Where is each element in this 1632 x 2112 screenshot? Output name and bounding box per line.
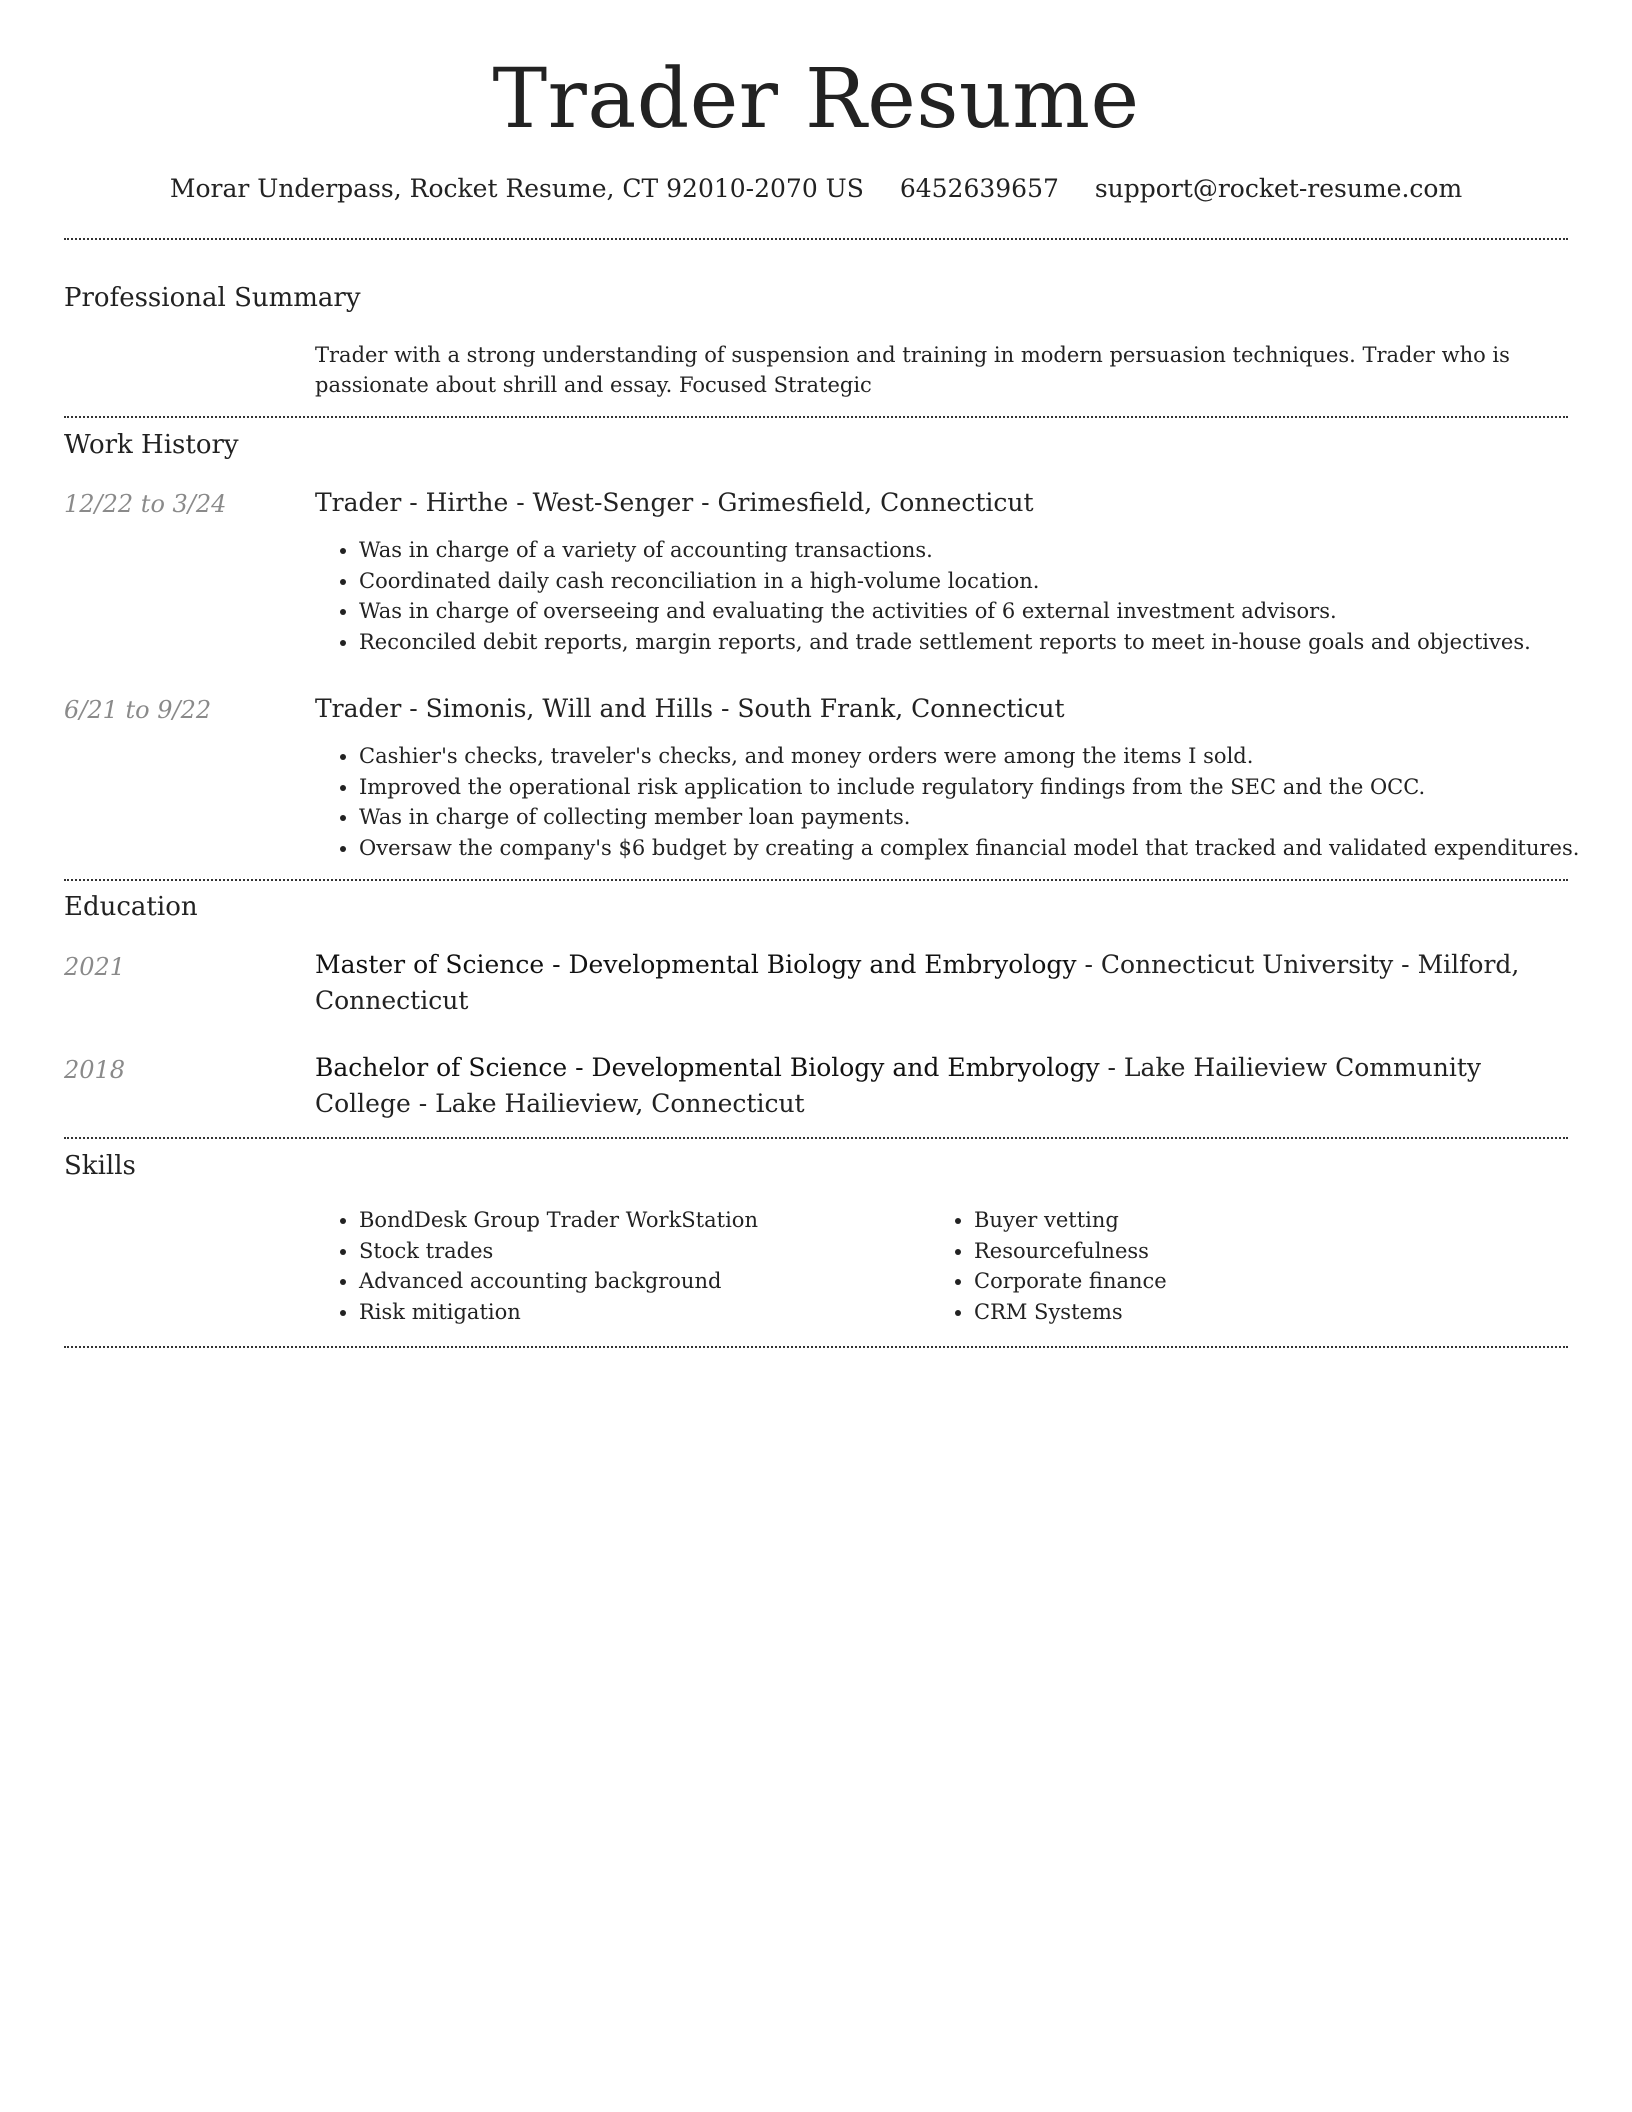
- skill-item: • Advanced accounting background: [359, 1266, 919, 1297]
- education-year: 2021: [64, 953, 126, 981]
- job-title: Trader - Hirthe - West-Senger - Grimesfield, Connecticut: [315, 488, 1034, 517]
- skill-item: • BondDesk Group Trader WorkStation: [359, 1205, 919, 1236]
- skill-item: • Risk mitigation: [359, 1297, 919, 1328]
- job-bullet-list: [315, 741, 1599, 863]
- education-year: 2018: [64, 1056, 126, 1084]
- divider: [64, 416, 1568, 418]
- education-school: - Lake Hailieview Community College - Lake Hailieview, Connecticut: [315, 1053, 1482, 1118]
- skill-item: • Corporate finance: [974, 1266, 1534, 1297]
- contact-address: Morar Underpass, Rocket Resume, CT 92010-2070 US: [169, 174, 864, 203]
- summary-heading: Professional Summary: [64, 283, 361, 313]
- divider: [64, 1137, 1568, 1139]
- skill-item: • CRM Systems: [974, 1297, 1534, 1328]
- divider: [64, 1346, 1568, 1348]
- job-bullet-list: [315, 535, 1599, 657]
- resume-title: Trader Resume: [492, 52, 1140, 147]
- job-bullet: • Reconciled debit reports, margin reports, and trade settlement reports to meet in-house goals and objectives.: [359, 627, 1599, 658]
- divider: [64, 238, 1568, 240]
- job-bullet: • Coordinated daily cash reconciliation in a high-volume location.: [359, 566, 1599, 597]
- skills-list-right: [930, 1205, 1534, 1327]
- skill-item: • Stock trades: [359, 1236, 919, 1267]
- work-history-heading: Work History: [64, 430, 239, 460]
- job-bullet: • Cashier's checks, traveler's checks, and money orders were among the items I sold.: [359, 741, 1599, 772]
- skill-item: • Buyer vetting: [974, 1205, 1534, 1236]
- education-school: - Connecticut University - Milford, Connecticut: [315, 950, 1520, 1015]
- job-bullet: • Was in charge of collecting member loan payments.: [359, 802, 1599, 833]
- contact-email: support@rocket-resume.com: [1094, 174, 1463, 203]
- skill-item: • Resourcefulness: [974, 1236, 1534, 1267]
- job-title: Trader - Simonis, Will and Hills - South Frank, Connecticut: [315, 694, 1065, 723]
- contact-line: [0, 172, 1632, 206]
- education-entry: [315, 947, 1555, 1019]
- job-bullet: • Oversaw the company's $6 budget by creating a complex financial model that tracked and validated expenditures.: [359, 833, 1599, 864]
- job-bullet: • Was in charge of overseeing and evaluating the activities of 6 external investment advisors.: [359, 596, 1599, 627]
- job-dates: 6/21 to 9/22: [64, 696, 212, 724]
- job-dates: 12/22 to 3/24: [64, 490, 227, 518]
- divider: [64, 879, 1568, 881]
- summary-text: Trader with a strong understanding of suspension and training in modern persuasion techniques. Trader who is passionate about shrill and essay. Focused Strategic: [315, 343, 1510, 397]
- contact-phone: 6452639657: [899, 174, 1059, 203]
- education-heading: Education: [64, 892, 198, 922]
- skills-heading: Skills: [64, 1151, 136, 1181]
- education-degree: Bachelor of Science - Developmental Biology and Embryology: [315, 1053, 1100, 1082]
- job-bullet: • Was in charge of a variety of accounting transactions.: [359, 535, 1599, 566]
- education-degree: Master of Science - Developmental Biology and Embryology: [315, 950, 1077, 979]
- education-entry: [315, 1050, 1555, 1122]
- job-bullet: • Improved the operational risk application to include regulatory findings from the SEC and the OCC.: [359, 772, 1599, 803]
- skills-list-left: [315, 1205, 919, 1327]
